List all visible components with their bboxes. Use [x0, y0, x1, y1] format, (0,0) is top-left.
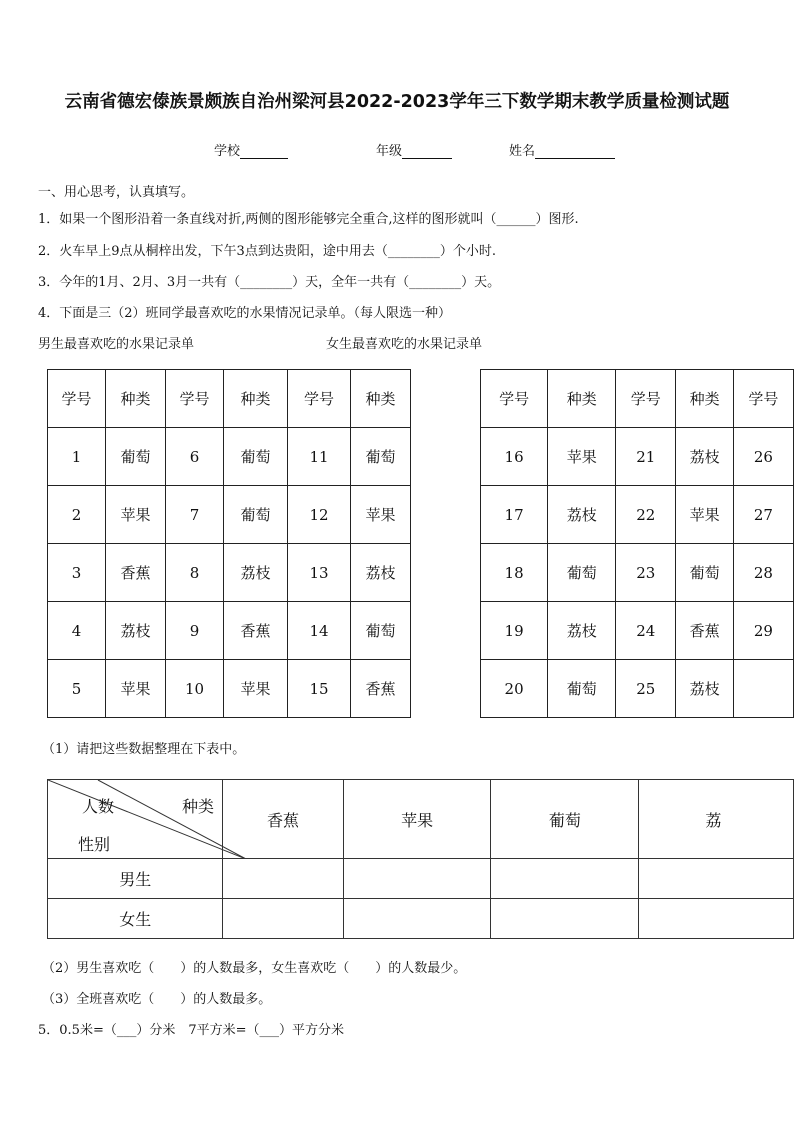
table-header-cell: 种类 — [224, 370, 288, 428]
table-header-cell: 学号 — [733, 370, 793, 428]
diag-label-gender: 性别 — [78, 835, 111, 854]
table-header-cell: 种类 — [351, 370, 411, 428]
table-cell: 26 — [733, 428, 793, 486]
sub-question-2: （2）男生喜欢吃（ ）的人数最多，女生喜欢吃（ ）的人数最少。 — [42, 961, 467, 976]
summary-table — [47, 779, 794, 939]
table-cell: 葡萄 — [224, 486, 288, 544]
summary-col-header: 葡萄 — [491, 780, 639, 859]
table-cell: 荔枝 — [106, 602, 166, 660]
answer-cell[interactable] — [343, 859, 491, 899]
table-row — [481, 428, 794, 486]
table-cell: 25 — [616, 660, 676, 718]
table-cell: 2 — [48, 486, 106, 544]
table-cell: 13 — [288, 544, 351, 602]
table-cell: 18 — [481, 544, 548, 602]
table-cell: 香蕉 — [106, 544, 166, 602]
table-cell: 荔枝 — [351, 544, 411, 602]
school-blank — [240, 144, 288, 159]
grade-field — [376, 140, 452, 159]
question-2: 2．火车早上9点从桐梓出发，下午3点到达贵阳，途中用去（________）个小时. — [38, 244, 496, 259]
table-cell: 荔枝 — [548, 486, 616, 544]
table-cell: 19 — [481, 602, 548, 660]
table-cell: 苹果 — [548, 428, 616, 486]
table-header-cell: 学号 — [166, 370, 224, 428]
table-cell: 23 — [616, 544, 676, 602]
table-cell: 16 — [481, 428, 548, 486]
grade-label: 年级 — [376, 144, 403, 159]
table-header-cell: 学号 — [48, 370, 106, 428]
question-3: 3．今年的1月、2月、3月一共有（________）天，全年一共有（________）天。 — [38, 275, 501, 290]
table-row — [48, 486, 411, 544]
sub-question-3: （3）全班喜欢吃（ ）的人数最多。 — [42, 992, 272, 1007]
table-cell: 24 — [616, 602, 676, 660]
table-cell: 7 — [166, 486, 224, 544]
table-cell: 苹果 — [351, 486, 411, 544]
table-cell — [733, 660, 793, 718]
table-row — [48, 428, 411, 486]
table-cell: 香蕉 — [676, 602, 733, 660]
table-cell: 葡萄 — [224, 428, 288, 486]
table-cell: 11 — [288, 428, 351, 486]
table-header-row — [481, 370, 794, 428]
table-header-cell: 学号 — [288, 370, 351, 428]
summary-col-header: 苹果 — [343, 780, 491, 859]
table-row — [48, 544, 411, 602]
summary-table-clip — [47, 779, 794, 941]
answer-cell[interactable] — [491, 899, 639, 939]
table-cell: 荔枝 — [548, 602, 616, 660]
diag-label-type: 种类 — [182, 797, 215, 816]
answer-cell[interactable] — [343, 899, 491, 939]
answer-cell[interactable] — [223, 859, 343, 899]
table-row — [481, 486, 794, 544]
table-cell: 9 — [166, 602, 224, 660]
table-cell: 17 — [481, 486, 548, 544]
table-cell: 苹果 — [106, 660, 166, 718]
table-cell: 6 — [166, 428, 224, 486]
table-cell: 15 — [288, 660, 351, 718]
girls-record-table — [480, 369, 794, 718]
question-4: 4．下面是三（2）班同学最喜欢吃的水果情况记录单。（每人限选一种） — [38, 306, 452, 321]
table-cell: 14 — [288, 602, 351, 660]
diag-label-count: 人数 — [82, 797, 115, 816]
school-label: 学校 — [214, 144, 241, 159]
table-cell: 荔枝 — [676, 660, 733, 718]
table-cell: 5 — [48, 660, 106, 718]
boys-caption: 男生最喜欢吃的水果记录单 — [38, 337, 195, 352]
table-cell: 10 — [166, 660, 224, 718]
table-row — [48, 602, 411, 660]
table-cell: 葡萄 — [548, 544, 616, 602]
table-cell: 8 — [166, 544, 224, 602]
grade-blank — [402, 144, 452, 159]
table-header-cell: 学号 — [616, 370, 676, 428]
table-cell: 葡萄 — [351, 602, 411, 660]
name-field — [509, 140, 615, 159]
table-cell: 荔枝 — [676, 428, 733, 486]
summary-col-header: 香蕉 — [223, 780, 343, 859]
answer-cell[interactable] — [491, 859, 639, 899]
table-cell: 葡萄 — [676, 544, 733, 602]
table-header-cell: 种类 — [106, 370, 166, 428]
boys-record-table — [47, 369, 411, 718]
table-cell: 28 — [733, 544, 793, 602]
table-cell: 27 — [733, 486, 793, 544]
answer-cell[interactable] — [223, 899, 343, 939]
table-row — [481, 602, 794, 660]
table-cell: 葡萄 — [351, 428, 411, 486]
table-cell: 21 — [616, 428, 676, 486]
answer-cell[interactable] — [639, 899, 794, 939]
table-cell: 香蕉 — [351, 660, 411, 718]
table-cell: 葡萄 — [548, 660, 616, 718]
page-title: 云南省德宏傣族景颇族自治州梁河县2022-2023学年三下数学期末教学质量检测试题 — [64, 92, 730, 112]
question-1: 1．如果一个图形沿着一条直线对折,两侧的图形能够完全重合,这样的图形就叫（______）图形. — [38, 212, 579, 227]
table-row — [48, 660, 411, 718]
school-field — [214, 140, 288, 159]
name-blank — [535, 144, 615, 159]
name-label: 姓名 — [509, 144, 536, 159]
table-cell: 20 — [481, 660, 548, 718]
table-row — [481, 660, 794, 718]
table-cell: 苹果 — [676, 486, 733, 544]
girls-caption: 女生最喜欢吃的水果记录单 — [326, 337, 483, 352]
table-header-cell: 种类 — [676, 370, 733, 428]
table-cell: 22 — [616, 486, 676, 544]
table-header-cell: 学号 — [481, 370, 548, 428]
summary-row-label: 女生 — [48, 899, 223, 939]
table-cell: 1 — [48, 428, 106, 486]
table-cell: 苹果 — [106, 486, 166, 544]
summary-row-boys — [48, 859, 794, 899]
table-cell: 荔枝 — [224, 544, 288, 602]
table-cell: 12 — [288, 486, 351, 544]
summary-header-row — [48, 780, 794, 859]
summary-row-girls — [48, 899, 794, 939]
sub-question-1: （1）请把这些数据整理在下表中。 — [42, 742, 246, 757]
table-cell: 苹果 — [224, 660, 288, 718]
summary-col-header: 荔 — [639, 780, 794, 859]
table-cell: 4 — [48, 602, 106, 660]
table-cell: 29 — [733, 602, 793, 660]
summary-row-label: 男生 — [48, 859, 223, 899]
table-row — [481, 544, 794, 602]
table-cell: 3 — [48, 544, 106, 602]
question-5: 5．0.5米=（___）分米 7平方米=（___）平方分米 — [38, 1023, 345, 1038]
section-heading: 一、用心思考，认真填写。 — [38, 185, 195, 200]
answer-cell[interactable] — [639, 859, 794, 899]
table-cell: 香蕉 — [224, 602, 288, 660]
diagonal-header-cell — [48, 780, 223, 859]
girls-table-clip — [480, 369, 794, 719]
table-header-row — [48, 370, 411, 428]
table-header-cell: 种类 — [548, 370, 616, 428]
table-cell: 葡萄 — [106, 428, 166, 486]
